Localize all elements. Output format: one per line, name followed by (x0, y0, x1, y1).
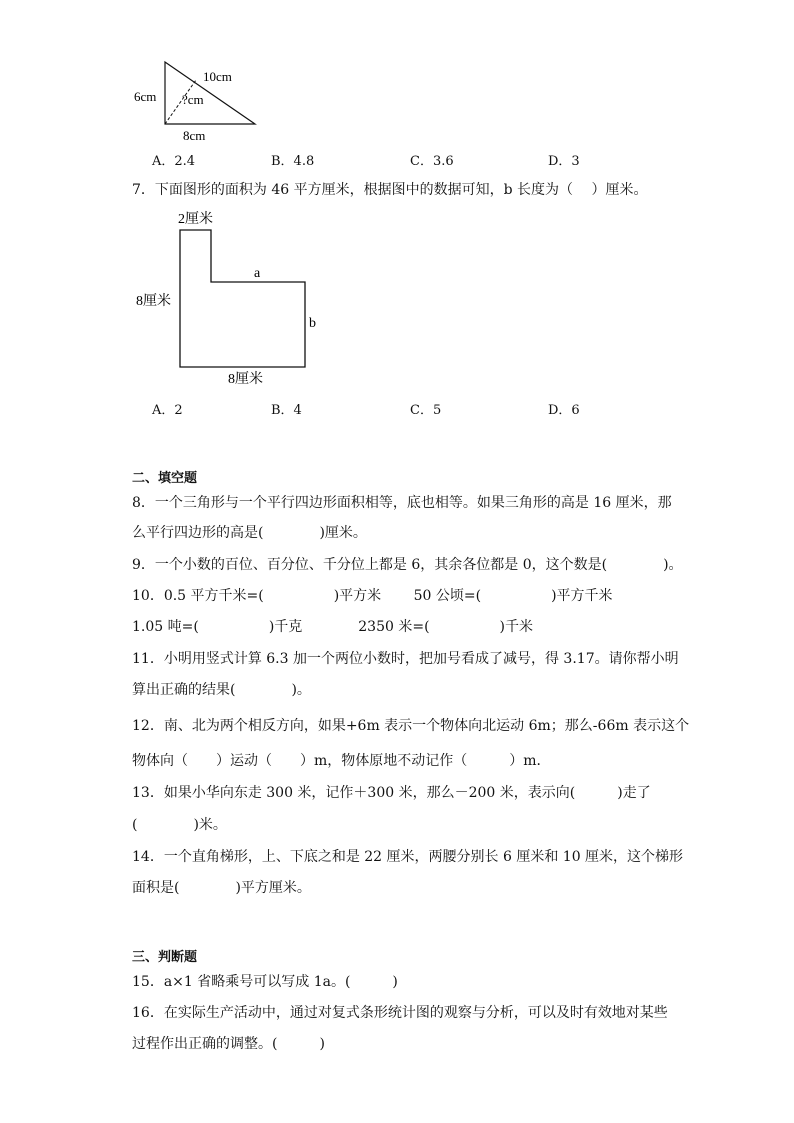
q6-option-a[interactable]: A．2.4 (152, 154, 196, 169)
q7-option-c[interactable]: C．5 (410, 403, 442, 418)
q7-option-d[interactable]: D．6 (548, 403, 580, 418)
label-a: a (254, 266, 261, 281)
q8-line-1: 8．一个三角形与一个平行四边形面积相等，底也相等。如果三角形的高是 16 厘米，那 (132, 495, 672, 511)
q10-line-2: 1.05 吨=( )千克 2350 米=( )千米 (132, 619, 534, 635)
label-bottom-8cm: 8厘米 (228, 372, 263, 387)
l-shape (180, 230, 305, 367)
q12-line-1: 12．南、北为两个相反方向，如果+6m 表示一个物体向北运动 6m；那么-66m 表示这个 (132, 718, 690, 734)
q13-line-1: 13．如果小华向东走 300 米，记作＋300 米，那么－200 米，表示向( )走了 (132, 785, 651, 801)
q7-option-a[interactable]: A．2 (152, 403, 183, 418)
l-shape-figure (130, 205, 330, 390)
label-height: ?cm (182, 92, 204, 107)
q16-line-1: 16．在实际生产活动中，通过对复式条形统计图的观察与分析，可以及时有效地对某些 (132, 1005, 668, 1021)
q10-line-1: 10．0.5 平方千米=( )平方米 50 公顷=( )平方千米 (132, 588, 613, 604)
q6-option-d[interactable]: D．3 (548, 154, 580, 169)
q13-line-2: ( )米。 (132, 817, 227, 833)
q7-question: 7．下面图形的面积为 46 平方厘米，根据图中的数据可知，b 长度为（ ）厘米。 (132, 182, 648, 198)
q12-line-2: 物体向（ ）运动（ ）m，物体原地不动记作（ ）m． (132, 753, 551, 769)
label-top-2cm: 2厘米 (178, 212, 213, 227)
q16-line-2: 过程作出正确的调整。( ) (132, 1036, 325, 1052)
triangle-figure (130, 56, 270, 141)
q9-line: 9．一个小数的百位、百分位、千分位上都是 6，其余各位都是 0，这个数是( )。 (132, 557, 683, 573)
q7-option-b[interactable]: B．4 (271, 403, 302, 418)
label-left-8cm: 8厘米 (136, 294, 171, 309)
q11-line-2: 算出正确的结果( )。 (132, 682, 311, 698)
label-side: 6cm (134, 89, 157, 104)
q14-line-2: 面积是( )平方厘米。 (132, 880, 311, 896)
label-b: b (309, 316, 316, 331)
q8-line-2: 么平行四边形的高是( )厘米。 (132, 525, 367, 541)
q14-line-1: 14．一个直角梯形，上、下底之和是 22 厘米，两腰分别长 6 厘米和 10 厘米，这个梯形 (132, 849, 684, 865)
q11-line-1: 11．小明用竖式计算 6.3 加一个两位小数时，把加号看成了减号，得 3.17。请你帮小明 (132, 651, 679, 667)
q15-line: 15．a×1 省略乘号可以写成 1a。( ) (132, 974, 398, 990)
label-hypotenuse: 10cm (203, 69, 232, 84)
section-fill-blank-title: 二、填空题 (132, 471, 198, 486)
section-judgement-title: 三、判断题 (132, 950, 198, 965)
label-base: 8cm (183, 128, 206, 141)
q6-option-c[interactable]: C．3.6 (410, 154, 454, 169)
q6-option-b[interactable]: B．4.8 (271, 154, 315, 169)
